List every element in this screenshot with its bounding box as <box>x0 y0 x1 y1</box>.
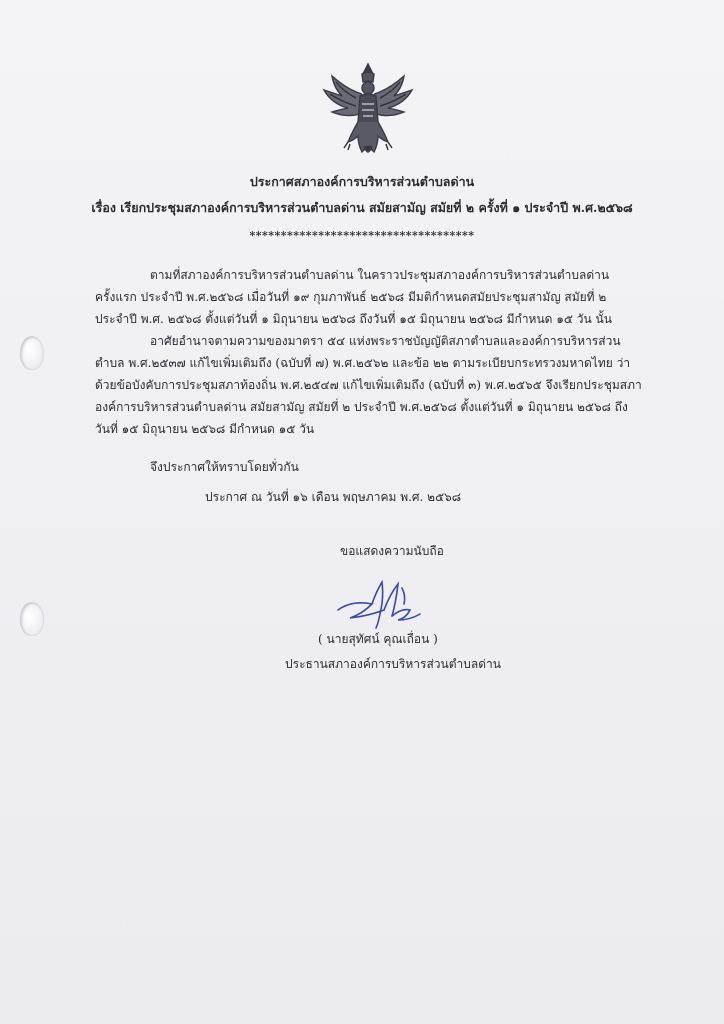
signer-position: ประธานสภาองค์การบริหารส่วนตำบลด่าน <box>285 657 501 671</box>
paragraph-notice <box>95 456 643 478</box>
garuda-emblem-icon <box>318 60 418 160</box>
announcement-title: ประกาศสภาองค์การบริหารส่วนตำบลด่าน <box>249 174 475 189</box>
paragraph-line: ตำบล พ.ศ.๒๕๓๗ แก้ไขเพิ่มเติมถึง (ฉบับที่ ๗) พ.ศ.๒๕๖๒ และข้อ ๒๒ ตามระเบียบกระทรวงมหาดไทย ว่า <box>95 356 631 370</box>
title-separator: ************************************ <box>249 229 475 242</box>
paragraph-line: ตามที่สภาองค์การบริหารส่วนตำบลด่าน ในคราวประชุมสภาองค์การบริหารส่วนตำบลด่าน <box>150 268 610 282</box>
punch-hole-top <box>20 336 44 370</box>
announcement-subject: เรื่อง เรียกประชุมสภาองค์การบริหารส่วนตำบลด่าน สมัยสามัญ สมัยที่ ๒ ครั้งที่ ๑ ประจำปี พ.ศ.๒๕๖๘ <box>91 200 633 215</box>
paragraph-authority <box>95 330 643 440</box>
paragraph-line: อาศัยอำนาจตามความของมาตรา ๕๔ แห่งพระราชบัญญัติสภาตำบลและองค์การบริหารส่วน <box>150 334 621 348</box>
paragraph-background <box>95 264 643 330</box>
paragraph-line: ประจำปี พ.ศ. ๒๕๖๘ ตั้งแต่วันที่ ๑ มิถุนายน ๒๕๖๘ ถึงวันที่ ๑๕ มิถุนายน ๒๕๖๘ มีกำหนด ๑๕ วัน นั้น <box>95 312 612 326</box>
punch-hole-bottom <box>20 602 44 636</box>
paragraph-line: วันที่ ๑๕ มิถุนายน ๒๕๖๘ มีกำหนด ๑๕ วัน <box>95 422 315 436</box>
signer-name: ( นายสุทัศน์ คุณเถื่อน ) <box>318 632 438 646</box>
paragraph-line: ครั้งแรก ประจำปี พ.ศ.๒๕๖๘ เมื่อวันที่ ๑๙ กุมภาพันธ์ ๒๕๖๘ มีมติกำหนดสมัยประชุมสามัญ สมัยที่ ๒ <box>95 290 607 304</box>
handwritten-signature <box>332 574 428 632</box>
paragraph-line: จึงประกาศให้ทราบโดยทั่วกัน <box>150 460 299 474</box>
announcement-date <box>205 486 625 508</box>
paragraph-line: ด้วยข้อบังคับการประชุมสภาท้องถิ่น พ.ศ.๒๕๔๗ แก้ไขเพิ่มเติมถึง (ฉบับที่ ๓) พ.ศ.๒๕๖๕ จึงเรียกประชุมสภา <box>95 378 642 392</box>
paragraph-line: องค์การบริหารส่วนตำบลด่าน สมัยสามัญ สมัยที่ ๒ ประจำปี พ.ศ.๒๕๖๘ ตั้งแต่วันที่ ๑ มิถุนายน ๒๕๖๘ ถึง <box>95 400 628 414</box>
date-line: ประกาศ ณ วันที่ ๑๖ เดือน พฤษภาคม พ.ศ. ๒๕๖๘ <box>205 490 462 504</box>
closing-salutation: ขอแสดงความนับถือ <box>340 544 444 558</box>
